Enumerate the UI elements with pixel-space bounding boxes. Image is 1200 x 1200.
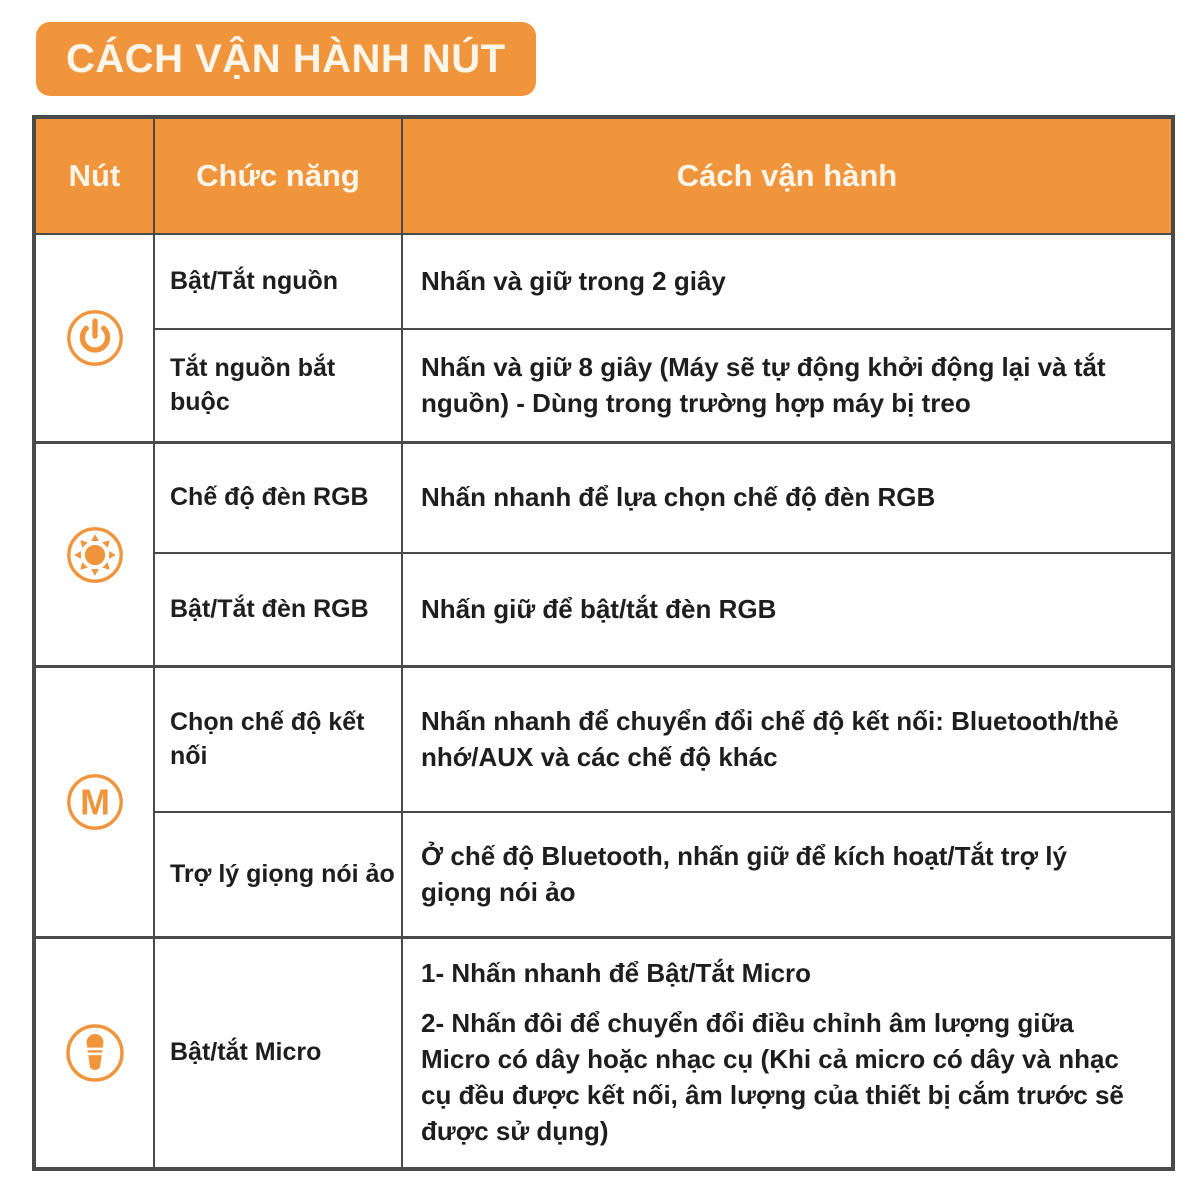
microphone-button-cell [35,937,154,1168]
function-cell: Bật/Tắt đèn RGB [154,553,402,666]
operation-cell: Nhấn nhanh để chuyển đổi chế độ kết nối: Bluetooth/thẻ nhớ/AUX và các chế độ khác [402,666,1172,812]
function-cell: Bật/Tắt nguồn [154,234,402,329]
mode-icon [64,771,126,833]
function-cell: Trợ lý giọng nói ảo [154,812,402,937]
button-operations-table [32,115,1175,1171]
microphone-icon [63,1021,127,1085]
power-button-cell [35,234,154,442]
rgb-light-button-cell [35,442,154,666]
operation-cell: Nhấn nhanh để lựa chọn chế độ đèn RGB [402,442,1172,553]
function-cell: Bật/tắt Micro [154,937,402,1168]
rgb-light-icon [64,524,126,586]
operation-cell: Nhấn giữ để bật/tắt đèn RGB [402,553,1172,666]
svg-text:M: M [79,782,110,823]
col-header-button: Nút [35,118,154,234]
mode-button-cell [35,666,154,937]
operation-cell: Nhấn và giữ 8 giây (Máy sẽ tự động khởi động lại và tắt nguồn) - Dùng trong trường hợp máy bị treo [402,329,1172,442]
page-title: CÁCH VẬN HÀNH NÚT [66,36,506,81]
function-cell: Chọn chế độ kết nối [154,666,402,812]
function-cell: Tắt nguồn bắt buộc [154,329,402,442]
function-cell: Chế độ đèn RGB [154,442,402,553]
operation-cell: Ở chế độ Bluetooth, nhấn giữ để kích hoạt/Tắt trợ lý giọng nói ảo [402,812,1172,937]
page-title-badge [36,22,536,96]
col-header-operation: Cách vận hành [402,118,1172,234]
operation-cell: Nhấn và giữ trong 2 giây [402,234,1172,329]
col-header-function: Chức năng [154,118,402,234]
operation-cell: 1- Nhấn nhanh để Bật/Tắt Micro 2- Nhấn đôi để chuyển đổi điều chỉnh âm lượng giữa Micro có dây hoặc nhạc cụ (Khi cả micro có dây và nhạc cụ đều được kết nối, âm lượng của thiết bị cắm trước sẽ được sử dụng) [402,937,1172,1168]
power-icon [64,307,126,369]
